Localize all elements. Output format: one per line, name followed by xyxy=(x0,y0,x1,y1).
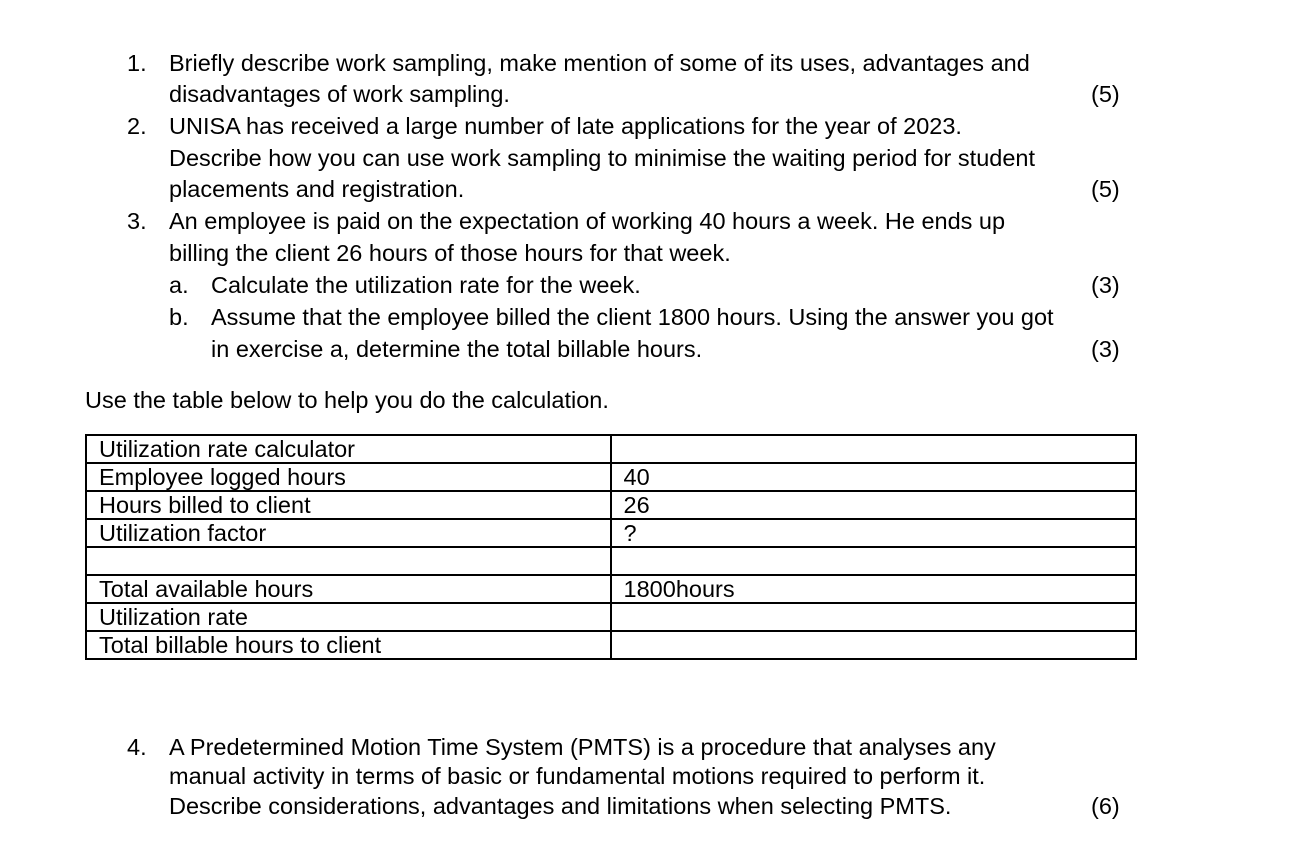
question-2-number: 2. xyxy=(127,113,147,139)
table-cell-label: Total billable hours to client xyxy=(86,631,611,659)
table-cell-value xyxy=(611,631,1136,659)
table-cell-label: Utilization rate calculator xyxy=(86,435,611,463)
utilization-rate-table xyxy=(85,434,1137,660)
table-cell-label: Utilization rate xyxy=(86,603,611,631)
table-row xyxy=(86,463,1136,491)
table-row xyxy=(86,575,1136,603)
question-3-number: 3. xyxy=(127,208,147,234)
question-2-line-1: UNISA has received a large number of late applications for the year of 2023. xyxy=(169,113,962,139)
question-2-marks: (5) xyxy=(1091,176,1120,202)
table-cell-value: 26 xyxy=(611,491,1136,519)
table-cell-value: ? xyxy=(611,519,1136,547)
table-cell-label: Hours billed to client xyxy=(86,491,611,519)
question-3b-line-1: Assume that the employee billed the client 1800 hours. Using the answer you got xyxy=(211,304,1054,330)
question-4-number: 4. xyxy=(127,734,147,760)
table-instruction: Use the table below to help you do the calculation. xyxy=(85,387,609,413)
table-cell-label: Utilization factor xyxy=(86,519,611,547)
question-1-number: 1. xyxy=(127,50,147,76)
table-row xyxy=(86,435,1136,463)
question-3-line-2: billing the client 26 hours of those hours for that week. xyxy=(169,240,731,266)
table-cell-label: Employee logged hours xyxy=(86,463,611,491)
table-cell-value: 40 xyxy=(611,463,1136,491)
question-4-line-1: A Predetermined Motion Time System (PMTS) is a procedure that analyses any xyxy=(169,734,996,760)
table-cell-label: Total available hours xyxy=(86,575,611,603)
question-2-line-3: placements and registration. xyxy=(169,176,465,202)
question-3b-letter: b. xyxy=(169,304,189,330)
question-4-line-3: Describe considerations, advantages and limitations when selecting PMTS. xyxy=(169,793,952,819)
table-cell-value xyxy=(611,435,1136,463)
question-1-line-1: Briefly describe work sampling, make mention of some of its uses, advantages and xyxy=(169,50,1030,76)
question-3a-letter: a. xyxy=(169,272,189,298)
question-4-marks: (6) xyxy=(1091,793,1120,819)
table-row xyxy=(86,603,1136,631)
question-3b-marks: (3) xyxy=(1091,336,1120,362)
table-row xyxy=(86,519,1136,547)
table-cell-value: 1800hours xyxy=(611,575,1136,603)
table-cell-value xyxy=(611,547,1136,575)
question-3a-marks: (3) xyxy=(1091,272,1120,298)
table-cell-label xyxy=(86,547,611,575)
question-4-line-2: manual activity in terms of basic or fundamental motions required to perform it. xyxy=(169,763,986,789)
question-3b-line-2: in exercise a, determine the total billable hours. xyxy=(211,336,703,362)
question-3-line-1: An employee is paid on the expectation of working 40 hours a week. He ends up xyxy=(169,208,1006,234)
question-2-line-2: Describe how you can use work sampling to minimise the waiting period for student xyxy=(169,145,1036,171)
table-row xyxy=(86,491,1136,519)
question-1-line-2: disadvantages of work sampling. xyxy=(169,81,510,107)
table-cell-value xyxy=(611,603,1136,631)
question-1-marks: (5) xyxy=(1091,81,1120,107)
table-row xyxy=(86,547,1136,575)
table-row xyxy=(86,631,1136,659)
question-3a-line-1: Calculate the utilization rate for the week. xyxy=(211,272,641,298)
